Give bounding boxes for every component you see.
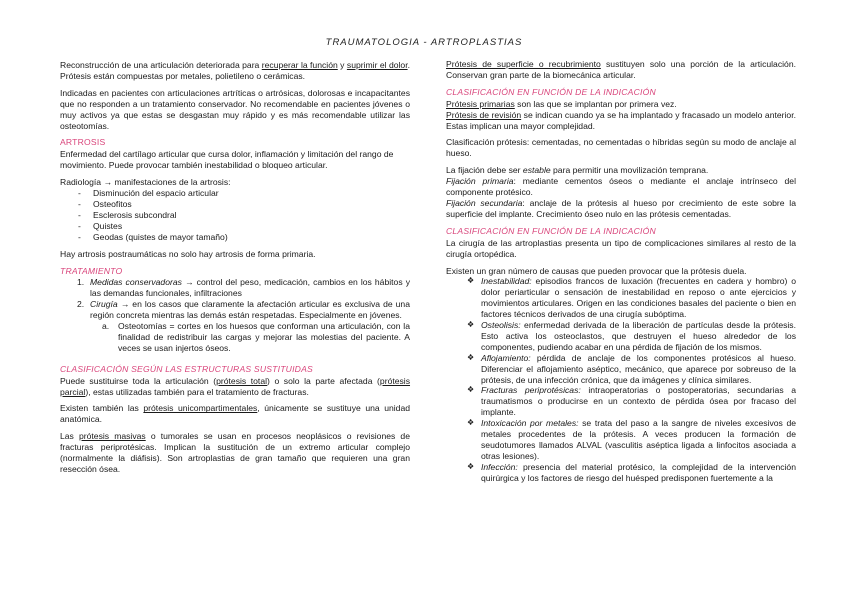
sub-list — [90, 321, 410, 354]
revision-paragraph: Prótesis de revisión se indican cuando ya se ha implantado y fracasado un modelo anterior. Estas implican una mayor complejidad. — [446, 109, 796, 131]
clasificacion-estructuras-heading: CLASIFICACIÓN SEGÚN LAS ESTRUCTURAS SUSTITUIDAS — [60, 363, 313, 374]
fijacion-line: La fijación debe ser estable para permitir una movilización temprana. — [446, 165, 709, 176]
diamond-bullet-icon: ❖ — [467, 320, 475, 330]
diamond-bullet-icon: ❖ — [467, 418, 475, 428]
diamond-bullet-icon: ❖ — [467, 461, 475, 471]
causas-list — [446, 276, 796, 483]
clasificacion-indicacion-heading-2: CLASIFICACIÓN EN FUNCIÓN DE LA INDICACIÓN — [446, 225, 656, 236]
diamond-bullet-icon: ❖ — [467, 385, 475, 395]
diamond-bullet-icon: ❖ — [467, 276, 475, 286]
right-column — [446, 59, 796, 484]
list-item: - Osteofitos — [60, 199, 410, 210]
list-item: - Disminución del espacio articular — [60, 188, 410, 199]
radiologia-line: Radiología → manifestaciones de la artrosis: — [60, 177, 231, 188]
artrosis-paragraph: Enfermedad del cartílago articular que cursa dolor, inflamación y limitación del rango de movimiento. Puede provocar también inestabilidad o bloqueo articular. — [60, 149, 394, 171]
clasif-paragraph-1: Puede sustituirse toda la articulación (prótesis total) o solo la parte afectada (prótesis parcial), estas utilizadas también para el tratamiento de fracturas. — [60, 375, 411, 397]
clasif-paragraph-2: Existen también las prótesis unicompartimentales, únicamente se sustituye una unidad anatómica. — [60, 403, 411, 425]
clasif-paragraph-3: Las prótesis masivas o tumorales se usan en procesos neoplásicos o revisiones de fracturas periprotésicas. Implican la sustitución de un extremo articular complejo (normalmente la diáfisis). Son artroplastias de gran tamaño que requieren una gran resección ósea. — [60, 431, 410, 474]
list-item: ❖ Osteolisis: enfermedad derivada de la liberación de partículas desde la prótesis. Esto activa los osteoclastos, que destruyen el hueso alrededor de los componentes, pudiendo acabar en una pérdida de fijación de los mismos. — [467, 320, 796, 352]
clasificacion-protesis-paragraph: Clasificación prótesis: cementadas, no cementadas o híbridas según su modo de anclaje al hueso. — [446, 137, 796, 159]
tratamiento-list — [60, 277, 410, 353]
causas-line: Existen un gran número de causas que pueden provocar que la prótesis duela. — [446, 265, 747, 276]
fijacion-secundaria-paragraph: Fijación secundaria: anclaje de la prótesis al hueso por crecimiento de este sobre la superficie del implante. Crecimiento óseo nulo en las prótesis cementadas. — [446, 197, 796, 219]
clasificacion-indicacion-heading-1: CLASIFICACIÓN EN FUNCIÓN DE LA INDICACIÓN — [446, 86, 656, 97]
page-title: TRAUMATOLOGIA - ARTROPLASTIAS — [325, 37, 523, 48]
indications-paragraph: Indicadas en pacientes con articulaciones artríticas o artrósicas, dolorosas e incapacitantes que no responden a un tratamiento conservador. No recomendable en pacientes jóvenes o muy activos ya que estas se desgastan muy rápido y es más recomendable utilizar las osteotomías. — [60, 87, 410, 131]
list-item: - Geodas (quistes de mayor tamaño) — [60, 232, 410, 243]
diamond-bullet-icon: ❖ — [467, 352, 475, 362]
list-item: - Esclerosis subcondral — [60, 210, 410, 221]
list-item: ❖ Aflojamiento: pérdida de anclaje de los componentes protésicos al hueso. Diferenciar el aflojamiento aséptico, mecánico, que aparece por sobreuso de la prótesis, de una infección crónica, que da imágenes y clínica similares. — [467, 352, 796, 385]
fijacion-primaria-paragraph: Fijación primaria: mediante cementos óseos o mediante el anclaje intrínseco del componente protésico. — [446, 176, 796, 198]
list-item: 1. Medidas conservadoras → control del peso, medicación, cambios en los hábitos y las demandas funcionales, infiltraciones — [77, 277, 410, 299]
complicaciones-paragraph: La cirugía de las artroplastias presenta un tipo de complicaciones similares al resto de la cirugía ortopédica. — [446, 237, 796, 259]
intro-paragraph: Reconstrucción de una articulación deteriorada para recuperar la función y suprimir el dolor. Prótesis están compuestas por metales, polietileno o cerámicas. — [60, 60, 410, 81]
list-item: ❖ Inestabilidad: episodios francos de luxación (frecuentes en cadera y hombro) o dolor periarticular o sensación de inestabilidad en reposo o ante ejercicios y movimientos articulares. Origen en las condiciones basales del paciente o bien en factores técnicos derivados de una cirugía subóptima. — [467, 276, 796, 320]
primarias-line: Prótesis primarias son las que se implantan por primera vez. — [446, 98, 677, 109]
tratamiento-heading: TRATAMIENTO — [60, 265, 123, 276]
left-column — [60, 60, 410, 481]
list-item: ❖ Fracturas periprotésicas: intraoperatorias o postoperatorias, secundarias a traumatismos o producirse en un contexto de pérdida ósea por fracaso del implante. — [467, 385, 796, 418]
superficie-paragraph: Prótesis de superficie o recubrimiento sustituyen solo una porción de la articulación. Conservan gran parte de la biomecánica articular. — [446, 59, 796, 80]
list-item: - Quistes — [60, 221, 410, 232]
list-item: 2. Cirugía → en los casos que claramente la afectación articular es exclusiva de una región concreta mientras las demás están respetadas. Especialmente en jóvenes. a. Osteotomías = cortes en los huesos que conforman una articulación, con la finalidad de redistribuir las cargas y mejorar las molestias del paciente. A veces se usan injertos óseos. — [77, 299, 410, 353]
list-item: ❖ Intoxicación por metales: se trata del paso a la sangre de niveles excesivos de metales procedentes de la prótesis. A veces producen la formación de seudotumores llamados ALVAL (vasculitis aséptica ligada a linfocitos asociada a otras lesiones). — [467, 418, 796, 461]
radiologia-list — [60, 188, 410, 243]
list-item: a. Osteotomías = cortes en los huesos que conforman una articulación, con la finalidad de redistribuir las cargas y mejorar las molestias del paciente. A veces se usan injertos óseos. — [102, 321, 410, 353]
artrosis-heading: ARTROSIS — [60, 137, 106, 148]
list-item: ❖ Infección: presencia del material protésico, la complejidad de la intervención quirúrgica y los factores de riesgo del huésped predisponen fuertemente a la — [467, 461, 796, 483]
postraumaticas-paragraph: Hay artrosis postraumáticas no solo hay artrosis de forma primaria. — [60, 248, 316, 259]
